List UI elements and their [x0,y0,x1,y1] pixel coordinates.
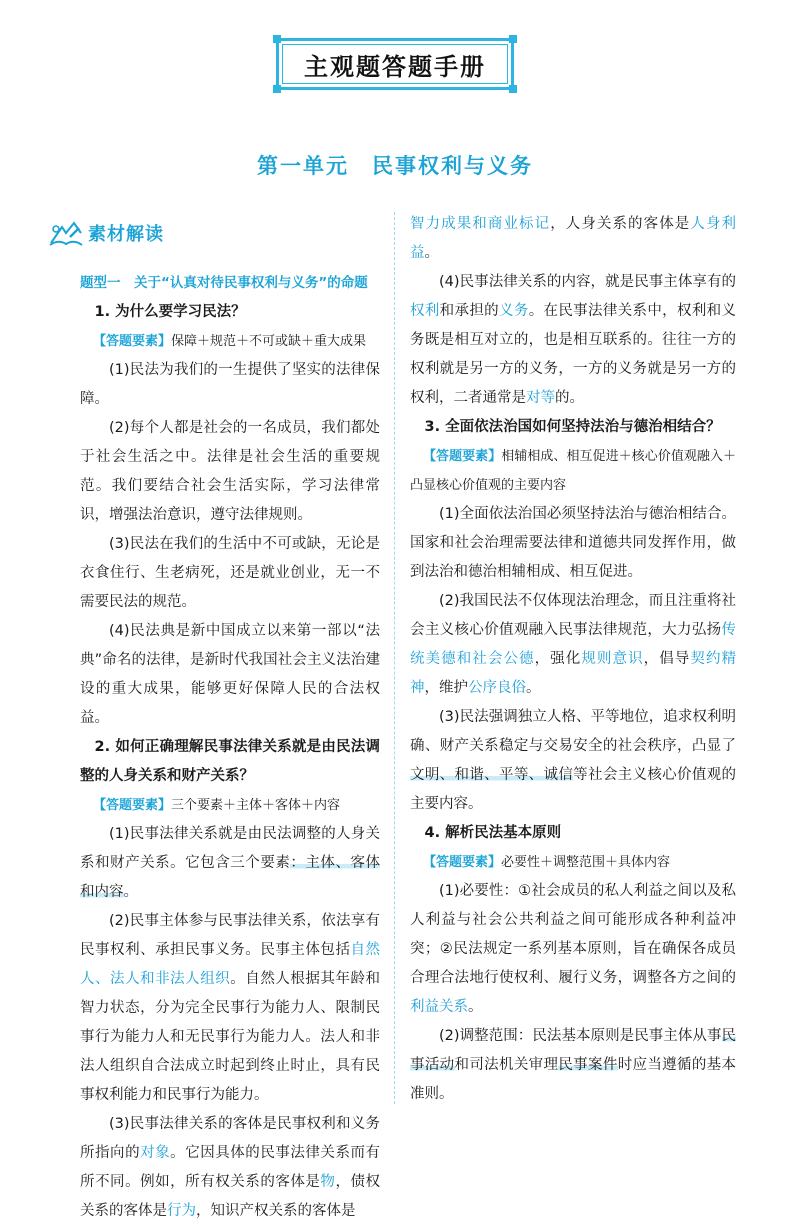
text-run: (1)民事法律关系就是由民法调整的人身关系和财产关系。它包含三个要素 [80,826,380,871]
section-heading [48,212,380,256]
text-run: 的。 [555,390,584,406]
text-run: 。 [123,884,138,900]
text-run: 。 [424,245,439,261]
text-run: 。 [526,680,541,696]
answer-key-4 [410,848,736,877]
text-run: ，债权关系的客体是 [80,1174,381,1219]
left-column [80,212,380,1226]
text-run: (3)民法强调独立人格、平等地位，追求权利明确、财产关系稳定与交易安全的社会秩序，凸显了 [410,709,736,754]
highlight-text: 民事案件 [558,1057,618,1073]
frame-corner [273,85,281,93]
text-run: ，倡导 [643,651,691,667]
paragraph [410,587,736,703]
text-run: 和承担的 [439,303,500,319]
text-run: 。在民事法律关系中，权利和义务既是相互对立的，也是相互联系的。往往一方的权利就是另一方的义务，一方的义务就是另一方的权利，二者通常是 [410,303,737,406]
keyword-text: 义务 [499,303,529,319]
text-run: 等社会主义核心价值观的主要内容。 [410,767,737,812]
right-column [410,210,736,1109]
paragraph [80,907,380,1110]
keyword-text: 物 [320,1174,336,1190]
answer-key-label: 【答题要素】 [423,449,502,464]
text-run: 和司法机关审理 [454,1057,559,1073]
text-run: ，维护 [424,680,468,696]
text-run: (2)民事主体参与民事法律关系，依法享有民事权利、承担民事义务。民事主体包括 [80,913,380,958]
text-run: 。自然人根据其年龄和智力状态，分为完全民事行为能力人、限制民事行为能力人和无民事行为能力人。法人和非法人组织自合法成立时起到终止时止，具有民事权利能力和民事行为能力。 [80,971,381,1103]
paragraph-continued [410,210,736,268]
text-run: (1)必要性：①社会成员的私人利益之间以及私人利益与社会公共利益之间可能形成各种利益冲突；②民法规定一系列基本原则，旨在确保各成员合理合法地行使权利、履行义务，调整各方之间的 [410,883,736,986]
question-3-title: 3. 全面依法治国如何坚持法治与德治相结合？ [424,419,721,435]
highlight-text: 文明、和谐、平等、诚信 [410,767,574,783]
keyword-text: 对等 [526,390,555,406]
paragraph: (3)民法在我们的生活中不可或缺，无论是衣食住行、生老病死，还是就业创业，无一不需要民法的规范。 [80,536,380,610]
paragraph: (2)每个人都是社会的一名成员，我们都处于社会生活之中。法律是社会生活的重要规范。我们要结合社会生活实际，学习法律常识，增强法治意识，遵守法律规则。 [80,420,380,523]
answer-key-2 [80,791,380,820]
paragraph [80,820,380,907]
highlight-text: ：主体、客体和内容 [80,855,381,900]
unit-title: 第一单元 民事权利与义务 [257,154,533,178]
paragraph [410,1022,736,1109]
paragraph [410,877,736,1022]
text-run: ，人身关系的客体是 [550,216,691,232]
text-run: 时应当遵循的基本准则。 [410,1057,737,1102]
text-run: ，知识产权关系的客体是 [196,1203,356,1219]
question-1-title: 1. 为什么要学习民法？ [94,304,246,320]
text-run: 。 [468,999,483,1015]
keyword-text: 公序良俗 [468,680,526,696]
answer-key-text: 三个要素＋主体＋客体＋内容 [171,798,341,813]
text-run: (4)民事法律关系的内容，就是民事主体享有的 [439,274,736,290]
answer-key-1 [80,327,380,356]
keyword-text: 行为 [167,1203,196,1219]
paragraph: (4)民法典是新中国成立以来第一部以“法典”命名的法律，是新时代我国社会主义法治建设的重大成果，能够更好保障人民的合法权益。 [80,623,380,726]
paragraph [410,703,736,819]
column-divider [394,212,395,1104]
keyword-text: 人身利益 [410,216,737,261]
header-frame [276,38,514,90]
answer-key-text: 保障＋规范＋不可或缺＋重大成果 [171,334,367,349]
frame-corner [273,35,281,43]
paragraph: (1)民法为我们的一生提供了坚实的法律保障。 [80,362,380,407]
paragraph: (1)全面依法治国必须坚持法治与德治相结合。国家和社会治理需要法律和道德共同发挥作用，做到法治和德治相辅相成、相互促进。 [410,506,736,580]
paragraph [410,268,736,413]
answer-key-text: 相辅相成、相互促进＋核心价值观融入＋凸显核心价值观的主要内容 [410,449,736,493]
keyword-text: 权利 [410,303,440,319]
frame-corner [509,85,517,93]
header-title: 主观题答题手册 [282,44,508,84]
text-run: (3)民事法律关系的客体是民事权利和义务所指向的 [80,1116,380,1161]
keyword-text: 对象 [140,1145,171,1161]
topic-heading: 题型一 关于“认真对待民事权利与义务”的命题 [80,275,368,291]
paragraph [80,1110,380,1226]
keyword-text: 利益关系 [410,999,468,1015]
keyword-text: 传统美德和社会公德 [410,622,736,667]
answer-key-text: 必要性＋调整范围＋具体内容 [501,855,671,870]
text-run: (2)调整范围：民法基本原则是民事主体从事 [439,1028,722,1044]
answer-key-label: 【答题要素】 [93,334,172,349]
text-run: ，强化 [534,651,582,667]
question-4-title: 4. 解析民法基本原则 [424,825,562,841]
pen-book-icon [48,219,84,249]
keyword-text: 契约精神 [410,651,737,696]
answer-key-3 [410,442,736,500]
answer-key-label: 【答题要素】 [423,855,502,870]
frame-corner [509,35,517,43]
keyword-text: 智力成果和商业标记 [410,216,551,232]
text-run: 。它因具体的民事法律关系而有所不同。例如，所有权关系的客体是 [80,1145,381,1190]
section-title: 素材解读 [88,223,164,245]
question-2-title: 2. 如何正确理解民事法律关系就是由民法调整的人身关系和财产关系？ [80,739,380,784]
answer-key-label: 【答题要素】 [93,798,172,813]
keyword-text: 自然人、法人和非法人组织 [80,942,381,987]
text-run: (2)我国民法不仅体现法治理念，而且注重将社会主义核心价值观融入民事法律规范，大力弘扬 [410,593,736,638]
highlight-text: 民事活动 [410,1028,736,1073]
keyword-text: 规则意识 [581,651,644,667]
